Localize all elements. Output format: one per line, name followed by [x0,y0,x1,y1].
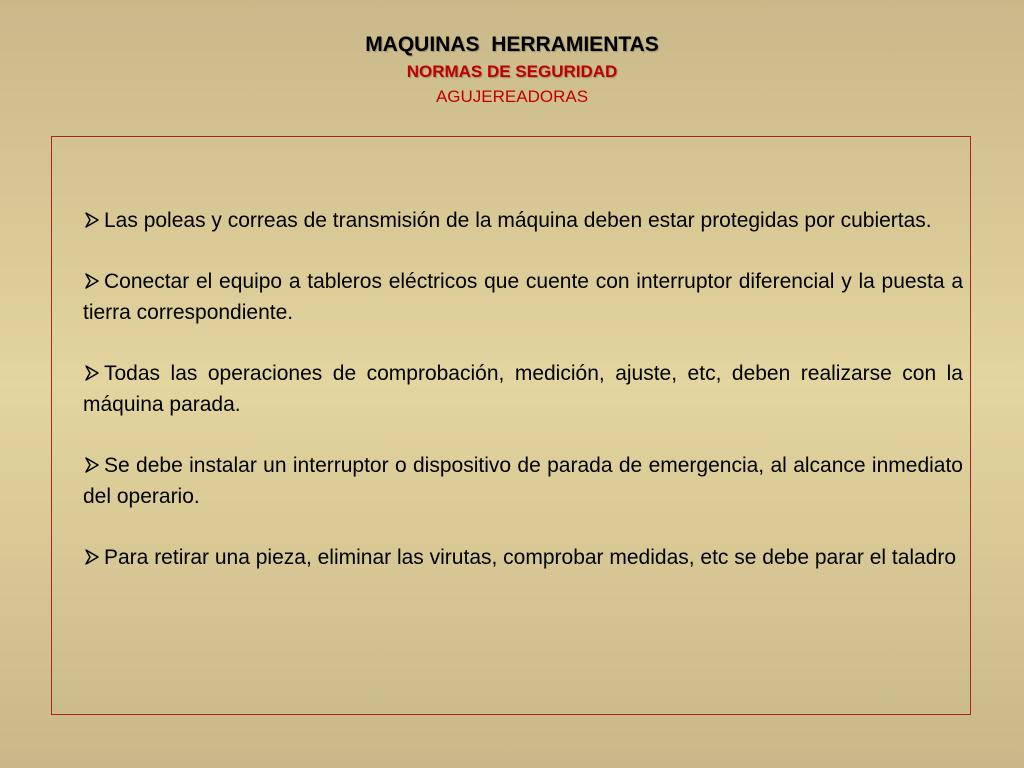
arrow-bullet-icon [83,456,101,474]
bullet-item [83,542,963,573]
slide-title: MAQUINAS HERRAMIENTAS [365,33,659,56]
slide-subtitle: NORMAS DE SEGURIDAD [406,62,618,81]
bullet-text: Se debe instalar un interruptor o dispositivo de parada de emergencia, al alcance inmediato del operario. [83,454,963,508]
arrow-bullet-icon [83,272,101,290]
bullet-item [83,266,963,328]
bullet-text: Las poleas y correas de transmisión de la máquina deben estar protegidas por cubiertas. [104,209,932,232]
bullet-item [83,205,963,236]
bullet-item [83,358,963,420]
bullet-list [83,205,963,603]
slide-header [0,30,1024,110]
bullet-text: Para retirar una pieza, eliminar las virutas, comprobar medidas, etc se debe parar el taladro [104,546,957,569]
arrow-bullet-icon [83,364,101,382]
bullet-text: Todas las operaciones de comprobación, medición, ajuste, etc, deben realizarse con la máquina parada. [83,362,963,416]
arrow-bullet-icon [83,211,101,229]
bullet-text: Conectar el equipo a tableros eléctricos que cuente con interruptor diferencial y la puesta a tierra correspondiente. [83,270,963,324]
bullet-item [83,450,963,512]
slide-section-title: AGUJEREADORAS [435,87,589,106]
arrow-bullet-icon [83,548,101,566]
